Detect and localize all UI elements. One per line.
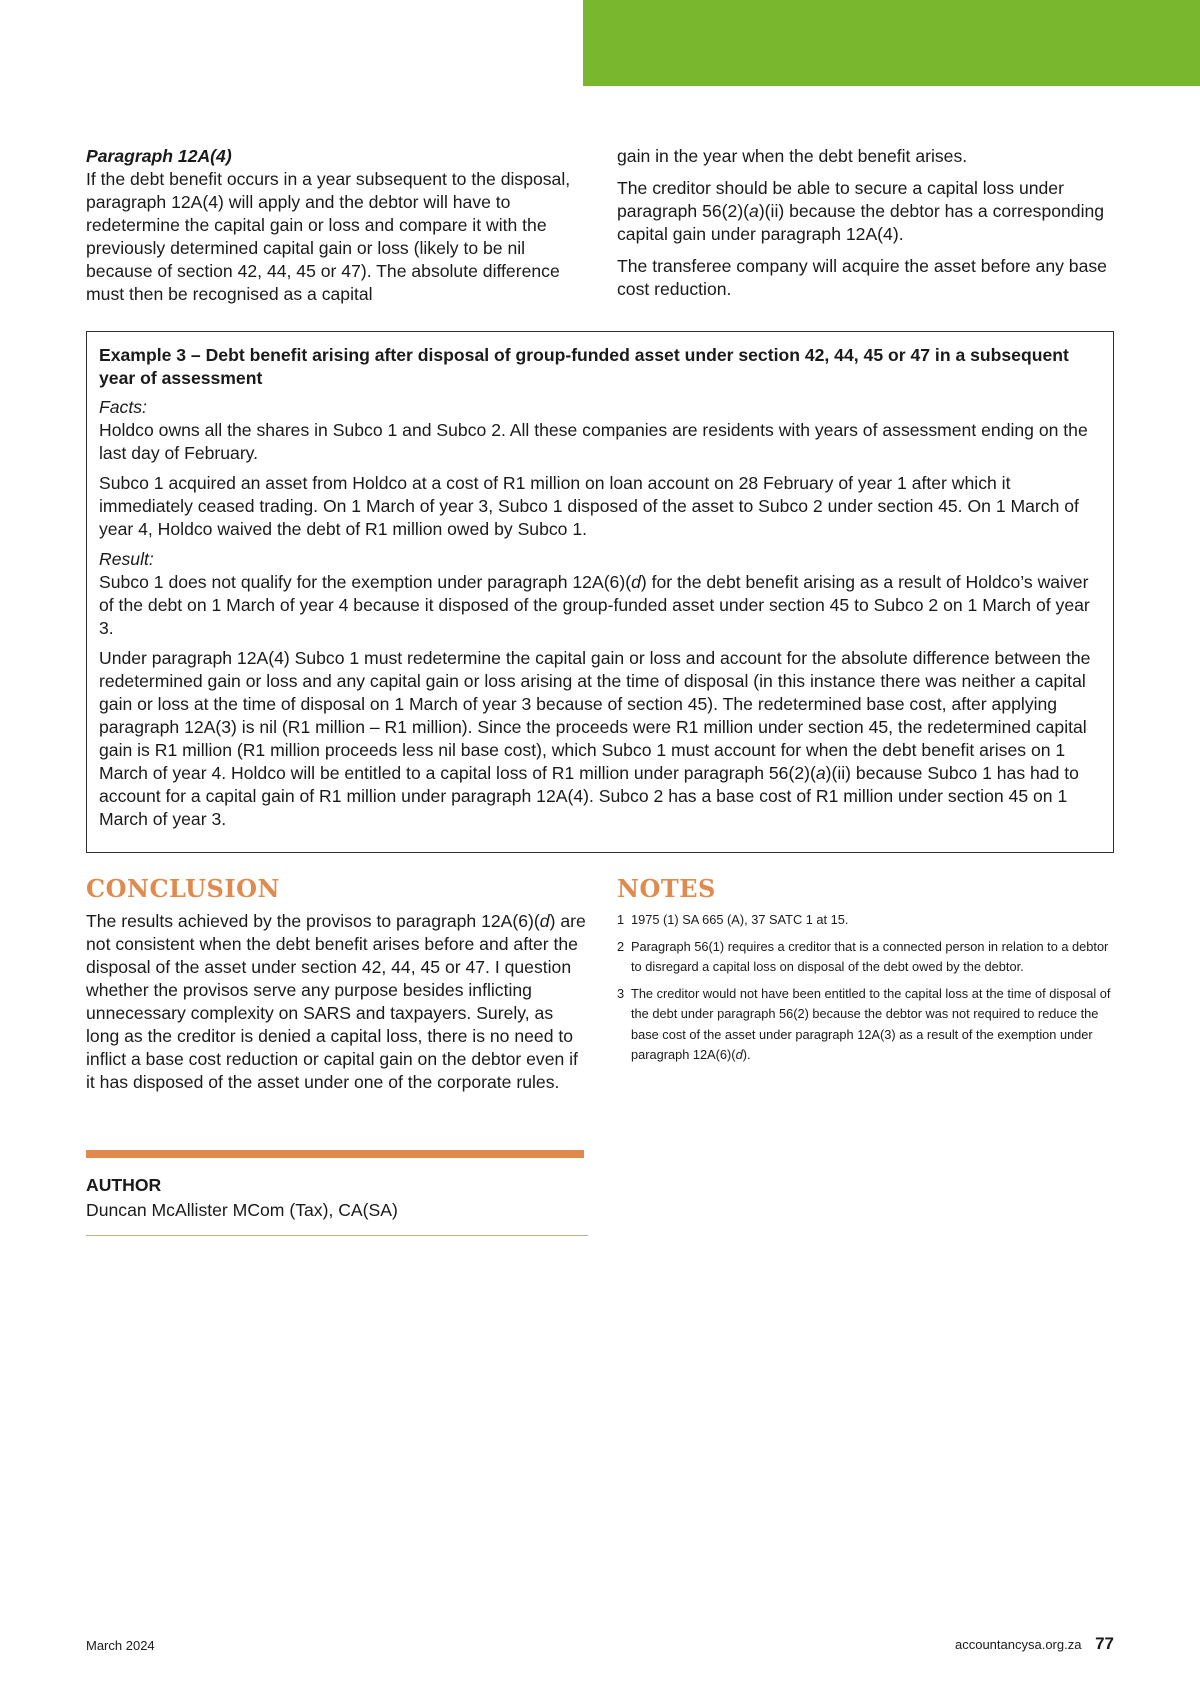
right-paragraph-2-start: The creditor should be able to secure a capital loss under paragraph 56(2)( xyxy=(617,178,1064,221)
note-number: 2 xyxy=(617,938,625,954)
facts-paragraph-2: Subco 1 acquired an asset from Holdco at a cost of R1 million on loan account on 28 February of year 1 after which it immediately ceased trading. On 1 March of year 3, Subco 1 disposed of the asset to Subco 2 under section 45. On 1 March of year 4, Holdco waived the debt of R1 million owed by Subco 1. xyxy=(99,473,1079,539)
result-paragraph-2 xyxy=(99,647,1101,831)
result-paragraph-1-end: ) for the debt benefit arising as a result of Holdco’s waiver of the debt on 1 March of year 4 because it disposed of the group-funded asset under section 45 to Subco 2 on 1 March of year 3. xyxy=(99,572,1090,638)
conclusion-text-italic: d xyxy=(539,911,550,931)
note-item xyxy=(617,937,1122,978)
author-block xyxy=(86,1174,588,1222)
conclusion-text xyxy=(86,910,586,1094)
conclusion-text-end: ) are not consistent when the debt benefit arises before and after the disposal of the asset under section 42, 44, 45 or 47. I question whether the provisos serve any purpose besides inflicting unnecessary complexity on SARS and taxpayers. Surely, as long as the creditor is denied a capital loss, there is no need to inflict a base cost reduction or capital gain on the debtor even if it has disposed of the asset under one of the corporate rules. xyxy=(86,911,586,1092)
example-title: Example 3 – Debt benefit arising after disposal of group-funded asset under section 42, 44, 45 or 47 in a subsequent year of assessment xyxy=(99,345,1069,388)
footer-site-link[interactable]: accountancysa.org.za xyxy=(954,1637,1082,1652)
note-text xyxy=(631,984,1122,1066)
page-number: 77 xyxy=(1095,1634,1114,1653)
header-green-block xyxy=(583,0,1200,86)
footer-right xyxy=(955,1634,1114,1655)
note-number: 3 xyxy=(617,985,625,1001)
result-paragraph-2-italic: a xyxy=(815,763,826,783)
note-text: 1975 (1) SA 665 (A), 37 SATC 1 at 15. xyxy=(631,912,849,927)
conclusion-section xyxy=(86,874,586,1094)
note-item xyxy=(617,910,1122,931)
facts-label: Facts: xyxy=(99,397,147,417)
right-paragraph-1: gain in the year when the debt benefit arises. xyxy=(617,146,968,166)
paragraph-heading: Paragraph 12A(4) xyxy=(86,146,232,166)
result-paragraph-1-italic: d xyxy=(631,572,641,592)
facts-paragraph-1: Holdco owns all the shares in Subco 1 and Subco 2. All these companies are residents with years of assessment ending on the last day of February. xyxy=(99,420,1088,463)
right-column xyxy=(617,145,1122,310)
note-text-italic: d xyxy=(735,1047,743,1062)
author-name: Duncan McAllister MCom (Tax), CA(SA) xyxy=(86,1200,398,1220)
result-paragraph-2-end: )(ii) because Subco 1 has had to account for a capital gain of R1 million under paragraph 12A(4). Subco 2 has a base cost of R1 million under section 45 on 1 March of year 3. xyxy=(99,763,1079,829)
author-underline xyxy=(86,1235,588,1236)
right-paragraph-2-italic: a xyxy=(749,201,759,221)
footer-date: March 2024 xyxy=(86,1638,155,1653)
left-column xyxy=(86,145,586,306)
result-paragraph-1 xyxy=(99,571,1101,640)
conclusion-text-start: The results achieved by the provisos to paragraph 12A(6)( xyxy=(86,911,540,931)
notes-section xyxy=(617,874,1122,1072)
right-paragraph-2-end: )(ii) because the debtor has a corresponding capital gain under paragraph 12A(4). xyxy=(617,201,1105,244)
left-column-text: If the debt benefit occurs in a year subsequent to the disposal, paragraph 12A(4) will apply and the debtor will have to redetermine the capital gain or loss and compare it with the previously determined capital gain or loss (likely to be nil because of section 42, 44, 45 or 47). The absolute difference must then be recognised as a capital xyxy=(86,169,571,304)
note-number: 1 xyxy=(617,912,625,927)
note-text: Paragraph 56(1) requires a creditor that is a connected person in relation to a debtor to disregard a capital loss on disposal of the debt owed by the debtor. xyxy=(631,938,1109,974)
note-text-start: The creditor would not have been entitled to the capital loss at the time of disposal of the debt under paragraph 56(2) because the debtor was not required to reduce the base cost of the asset under paragraph 12A(3) as a result of the exemption under paragraph 12A(6)( xyxy=(631,985,1111,1062)
author-label: AUTHOR xyxy=(86,1175,162,1195)
result-paragraph-2-start: Under paragraph 12A(4) Subco 1 must redetermine the capital gain or loss and account for the absolute difference between the redetermined gain or loss and any capital gain or loss arising at the time of disposal (in this instance there was neither a capital gain or loss at the time of disposal on 1 March of year 3 because of section 45). The redetermined base cost, after applying paragraph 12A(3) is nil (R1 million – R1 million). Since the proceeds were R1 million under section 45, the redetermined capital gain is R1 million (R1 million proceeds less nil base cost), which Subco 1 must account for when the debt benefit arises on 1 March of year 4. Holdco will be entitled to a capital loss of R1 million under paragraph 56(2)( xyxy=(99,648,1091,783)
example-box xyxy=(86,331,1114,853)
right-paragraph-3: The transferee company will acquire the asset before any base cost reduction. xyxy=(617,256,1107,299)
note-item xyxy=(617,984,1122,1066)
result-label: Result: xyxy=(99,549,154,569)
notes-heading: NOTES xyxy=(617,874,716,903)
note-text-end: ). xyxy=(742,1047,751,1062)
result-paragraph-1-start: Subco 1 does not qualify for the exemption under paragraph 12A(6)( xyxy=(99,572,632,592)
author-divider-bar xyxy=(86,1150,584,1158)
conclusion-heading: CONCLUSION xyxy=(86,874,280,903)
right-paragraph-2 xyxy=(617,177,1122,246)
